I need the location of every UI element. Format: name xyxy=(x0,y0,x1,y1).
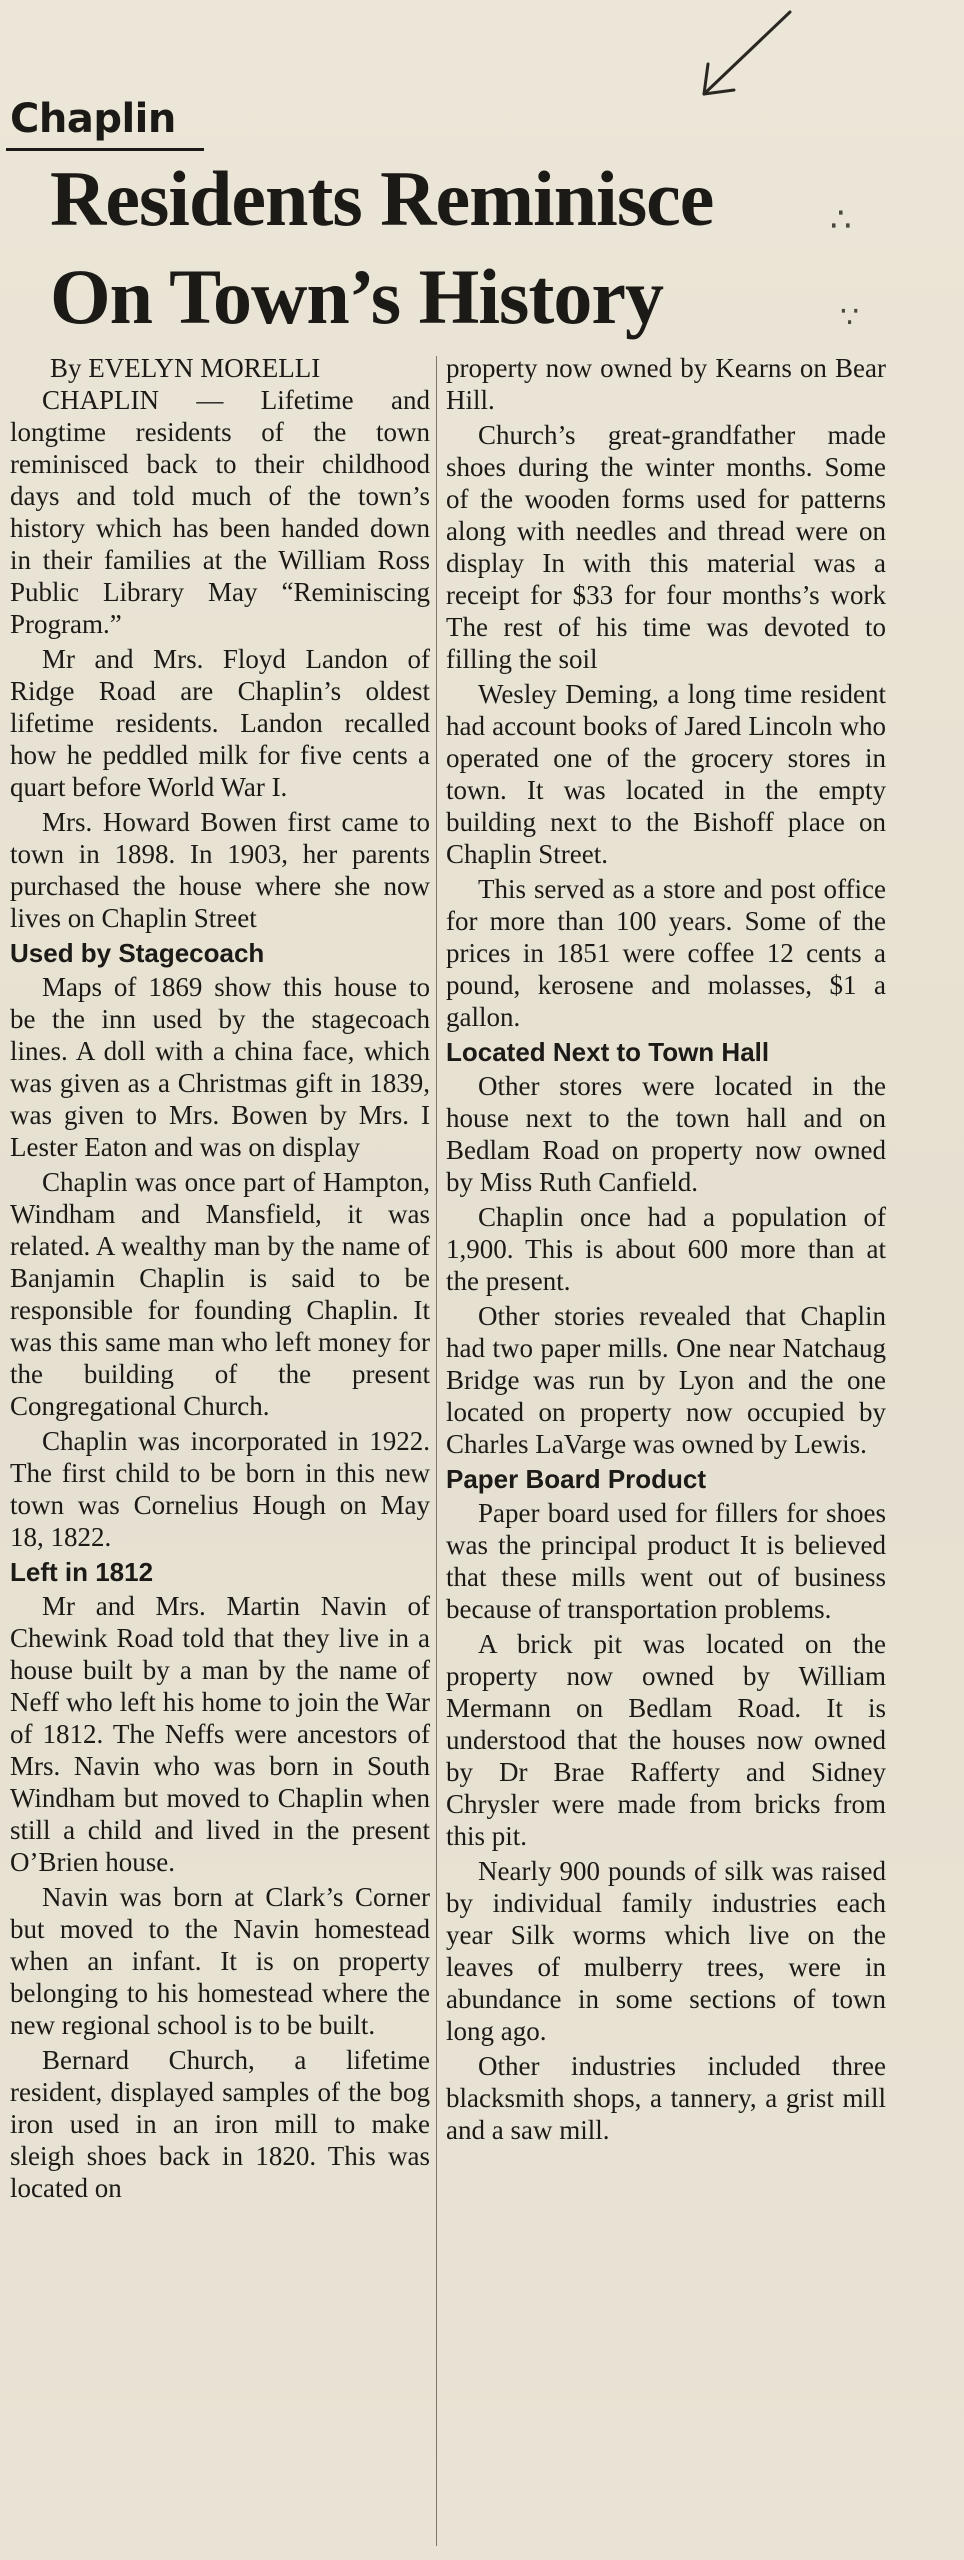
article-column-left xyxy=(10,352,430,2207)
headline xyxy=(50,150,950,346)
section-kicker: Chaplin xyxy=(10,96,176,142)
paragraph: Maps of 1869 show this house to be the inn used by the stagecoach lines. A doll with a china face, which was given as a Christmas gift in 1839, was given to Mrs. Bowen by Mrs. I Lester Eaton and was on display xyxy=(10,972,430,1162)
paragraph: Mr and Mrs. Floyd Landon of Ridge Road are Chaplin’s oldest lifetime residents. Landon recalled how he peddled milk for five cents a quart before World War I. xyxy=(10,644,430,802)
paragraph: property now owned by Kearns on Bear Hill. xyxy=(446,353,886,415)
paragraph: Mrs. Howard Bowen first came to town in 1898. In 1903, her parents purchased the house where she now lives on Chaplin Street xyxy=(10,807,430,933)
paragraph: Other stories revealed that Chaplin had two paper mills. One near Natchaug Bridge was run by Lyon and the one located on property now occupied by Charles LaVarge was owned by Lewis. xyxy=(446,1301,886,1459)
column-divider xyxy=(436,356,437,2546)
subheading: Left in 1812 xyxy=(10,1557,154,1587)
paragraph: Chaplin was incorporated in 1922. The first child to be born in this new town was Cornelius Hough on May 18, 1822. xyxy=(10,1426,430,1552)
paragraph: Bernard Church, a lifetime resident, displayed samples of the bog iron used in an iron mill to make sleigh shoes back in 1820. This was located on xyxy=(10,2045,430,2203)
subheading: Used by Stagecoach xyxy=(10,938,265,968)
article-column-right xyxy=(446,352,886,2149)
subheading: Located Next to Town Hall xyxy=(446,1037,770,1067)
subheading: Paper Board Product xyxy=(446,1464,707,1494)
paragraph: Chaplin was once part of Hampton, Windham and Mansfield, it was related. A wealthy man by the name of Banjamin Chaplin is said to be responsible for founding Chaplin. It was this same man who left money for the building of the present Congregational Church. xyxy=(10,1167,430,1421)
paragraph: Wesley Deming, a long time resident had account books of Jared Lincoln who operated one of the grocery stores in town. It was located in the empty building next to the Bishoff place on Chaplin Street. xyxy=(446,679,886,869)
handwritten-arrow-icon xyxy=(690,8,800,103)
paragraph: Paper board used for fillers for shoes was the principal product It is believed that these mills went out of business because of transportation problems. xyxy=(446,1498,886,1624)
paragraph: Navin was born at Clark’s Corner but moved to the Navin homestead when an infant. It is on property belonging to his homestead where the new regional school is to be built. xyxy=(10,1882,430,2040)
ink-smudge-decoration: ∴ xyxy=(830,200,852,240)
ink-smudge-decoration: ∵ xyxy=(840,300,860,335)
paragraph: Other industries included three blacksmith shops, a tannery, a grist mill and a saw mill. xyxy=(446,2051,886,2145)
headline-line-1: Residents Reminisce xyxy=(50,155,714,242)
paragraph: This served as a store and post office for more than 100 years. Some of the prices in 1851 were coffee 12 cents a pound, kerosene and molasses, $1 a gallon. xyxy=(446,874,886,1032)
paragraph: Chaplin once had a population of 1,900. This is about 600 more than at the present. xyxy=(446,1202,886,1296)
paragraph: Nearly 900 pounds of silk was raised by individual family industries each year Silk worms which live on the leaves of mulberry trees, were in abundance in some sections of town long ago. xyxy=(446,1856,886,2046)
headline-line-2: On Town’s History xyxy=(50,253,663,340)
paragraph: A brick pit was located on the property now owned by William Mermann on Bedlam Road. It is understood that the houses now owned by Dr Brae Rafferty and Sidney Chrysler were made from bricks from this pit. xyxy=(446,1629,886,1851)
paragraph: CHAPLIN — Lifetime and longtime residents of the town reminisced back to their childhood days and told much of the town’s history which has been handed down in their families at the William Ross Public Library May “Reminiscing Program.” xyxy=(10,385,430,639)
paragraph: Other stores were located in the house next to the town hall and on Bedlam Road on property now owned by Miss Ruth Canfield. xyxy=(446,1071,886,1197)
byline: By EVELYN MORELLI xyxy=(50,353,321,383)
paragraph: Mr and Mrs. Martin Navin of Chewink Road told that they live in a house built by a man by the name of Neff who left his home to join the War of 1812. The Neffs were ancestors of Mrs. Navin who was born in South Windham but moved to Chaplin when still a child and lived in the present O’Brien house. xyxy=(10,1591,430,1877)
paragraph: Church’s great-grandfather made shoes during the winter months. Some of the wooden forms used for patterns along with needles and thread were on display In with this material was a receipt for $33 for four months’s work The rest of his time was devoted to filling the soil xyxy=(446,420,886,674)
